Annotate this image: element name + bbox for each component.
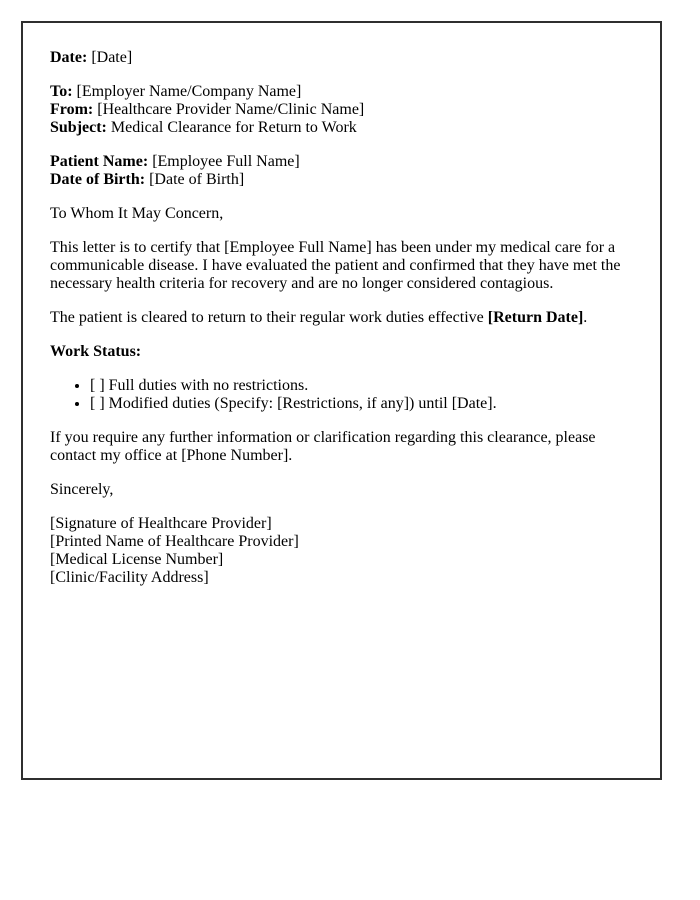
to-label: To: xyxy=(50,83,73,100)
from-label: From: xyxy=(50,101,94,118)
closing: Sincerely, xyxy=(50,481,114,498)
return-date-value: [Return Date] xyxy=(487,309,584,326)
recipient-block xyxy=(50,83,633,137)
work-status-heading: Work Status: xyxy=(50,343,142,360)
date-line xyxy=(50,49,633,67)
clearance-paragraph xyxy=(50,309,633,327)
date-label: Date: xyxy=(50,49,88,66)
letter-page xyxy=(21,21,662,780)
clinic-address-line: [Clinic/Facility Address] xyxy=(50,569,209,586)
work-status-option-modified: • [ ] Modified duties (Specify: [Restrictions, if any]) until [Date]. xyxy=(90,395,633,413)
patient-block xyxy=(50,153,633,189)
patient-name-label: Patient Name: xyxy=(50,153,149,170)
subject-label: Subject: xyxy=(50,119,107,136)
patient-name-value: [Employee Full Name] xyxy=(152,153,300,170)
clearance-text-before: The patient is cleared to return to their regular work duties effective xyxy=(50,309,488,326)
contact-paragraph: If you require any further information or clarification regarding this clearance, please contact my office at [Phone Number]. xyxy=(50,429,596,464)
clearance-text-after: . xyxy=(583,309,588,326)
signature-block xyxy=(50,515,633,587)
patient-name-line xyxy=(50,153,300,170)
to-line xyxy=(50,83,301,100)
subject-value: Medical Clearance for Return to Work xyxy=(110,119,357,136)
date-value: [Date] xyxy=(91,49,133,66)
subject-line xyxy=(50,119,357,136)
work-status-option-full: • [ ] Full duties with no restrictions. xyxy=(90,377,633,395)
dob-value: [Date of Birth] xyxy=(149,171,245,188)
from-value: [Healthcare Provider Name/Clinic Name] xyxy=(97,101,365,118)
work-status-list xyxy=(50,377,633,413)
dob-label: Date of Birth: xyxy=(50,171,146,188)
certification-paragraph: This letter is to certify that [Employee Full Name] has been under my medical care for a communicable disease. I have evaluated the patient and confirmed that they have met the necessary health criteria for recovery and are no longer considered contagious. xyxy=(50,239,621,292)
from-line xyxy=(50,101,364,118)
printed-name-line: [Printed Name of Healthcare Provider] xyxy=(50,533,299,550)
to-value: [Employer Name/Company Name] xyxy=(76,83,302,100)
dob-line xyxy=(50,171,244,188)
salutation: To Whom It May Concern, xyxy=(50,205,224,222)
license-number-line: [Medical License Number] xyxy=(50,551,224,568)
signature-line: [Signature of Healthcare Provider] xyxy=(50,515,272,532)
